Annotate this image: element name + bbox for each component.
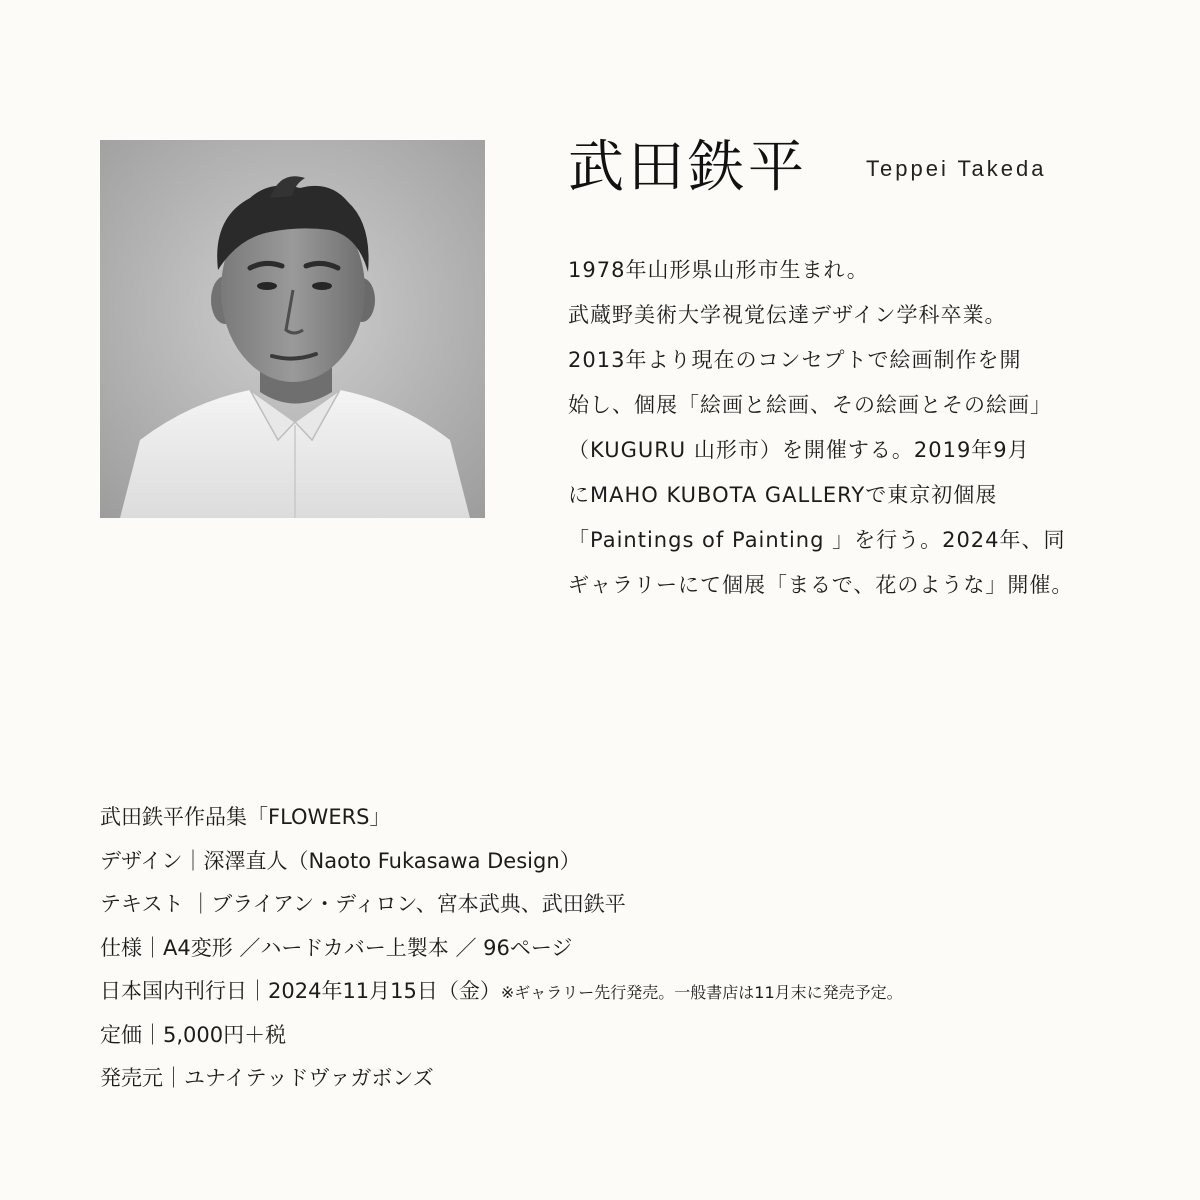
spec-design: デザイン｜深澤直人（Naoto Fukasawa Design） <box>100 848 581 873</box>
spec-release-value: 日本国内刊行日｜2024年11月15日（金） <box>100 979 501 1003</box>
spec-price: 定価｜5,000円＋税 <box>100 1022 287 1047</box>
bio-line: にMAHO KUBOTA GALLERYで東京初個展 <box>568 483 998 507</box>
spec-format <box>100 927 1140 971</box>
spec-text-authors: テキスト ｜ブライアン・ディロン、宮本武典、武田鉄平 <box>100 892 626 916</box>
bio-line: （KUGURU 山形市）を開催する。2019年9月 <box>568 438 1030 462</box>
bio-line: 「Paintings of Painting 」を行う。2024年、同 <box>568 528 1066 552</box>
book-title: 武田鉄平作品集「FLOWERS」 <box>100 805 391 829</box>
artist-biography <box>568 248 1108 608</box>
bio-line: 武蔵野美術大学視覚伝達デザイン学科卒業。 <box>568 303 1007 327</box>
artist-name-japanese: 武田鉄平 <box>568 135 808 200</box>
artist-name-english: Teppei Takeda <box>866 156 1047 181</box>
bio-line: ギャラリーにて個展「まるで、花のような」開催。 <box>568 573 1074 597</box>
spec-format-value: 仕様｜A4変形 ／ハードカバー上製本 ／ 96ページ <box>100 935 573 960</box>
spec-publisher: 発売元｜ユナイテッドヴァガボンズ <box>100 1066 434 1090</box>
book-specifications <box>100 796 1140 1101</box>
bio-line: 2013年より現在のコンセプトで絵画制作を開 <box>568 348 1022 372</box>
bio-line: 1978年山形県山形市生まれ。 <box>568 258 869 282</box>
spec-release-note: ※ギャラリー先行発売。一般書店は11月末に発売予定。 <box>500 983 903 1002</box>
bio-line: 始し、個展「絵画と絵画、その絵画とその絵画」 <box>568 393 1052 417</box>
artist-portrait <box>100 140 485 518</box>
spec-release-date <box>100 970 1140 1014</box>
